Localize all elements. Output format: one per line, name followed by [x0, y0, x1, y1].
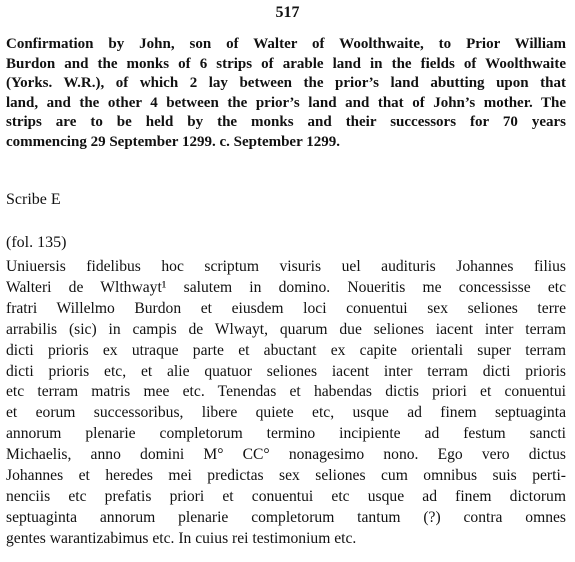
text-line: annorum plenarie completorum termino incipiente ad festum sancti	[6, 425, 566, 443]
summary-line: Burdon and the monks of 6 strips of arable land in the fields of Woolthwaite	[6, 55, 566, 72]
text-line: gentes warantizabimus etc. In cuius rei testimonium etc.	[6, 529, 357, 547]
text-line: septuaginta annorum plenarie completorum tantum (?) contra omnes	[6, 508, 566, 526]
summary-line: land, and the other 4 between the prior’s land and that of John’s mother. The	[6, 94, 566, 111]
text-line: fratri Willelmo Burdon et eiusdem loci conuentui sex seliones terre	[6, 299, 566, 317]
text-line: Walteri de Wlthwayt¹ salutem in domino. Noueritis me concessisse etc	[6, 278, 566, 296]
folio-reference: (fol. 135)	[6, 234, 67, 251]
charter-text	[6, 257, 566, 550]
text-line: et eorum successoribus, libere quiete etc, usque ad finem septuaginta	[6, 404, 566, 422]
text-line: Johannes et heredes mei predictas sex seliones cum omnibus suis perti-	[6, 467, 566, 485]
summary-line: Confirmation by John, son of Walter of Woolthwaite, to Prior William	[6, 36, 566, 52]
text-line: Michaelis, anno domini M° CC° nonagesimo nono. Ego vero dictus	[6, 446, 566, 464]
summary-line: (Yorks. W.R.), of which 2 lay between the prior’s land abutting upon that	[6, 75, 566, 92]
scribe-label: Scribe E	[6, 191, 61, 208]
text-line: etc terram matris mee etc. Tenendas et habendas dictis priori et conuentui	[6, 383, 566, 401]
text-line: nenciis etc prefatis priori et conuentui etc usque ad finem dictorum	[6, 487, 566, 505]
charter-summary	[6, 35, 566, 153]
text-line: dicti prioris etc, et alie quatuor seliones iacent inter terram dicti prioris	[6, 362, 566, 380]
page-number: 517	[275, 4, 300, 21]
text-line: arrabilis (sic) in campis de Wlwayt, quarum due seliones iacent inter terram	[6, 320, 566, 338]
summary-line: commencing 29 September 1299. c. September 1299.	[6, 133, 340, 150]
text-line: Uniuersis fidelibus hoc scriptum visuris uel audituris Johannes filius	[6, 258, 566, 275]
text-line: dicti prioris ex utraque parte et abuctant ex capite orientali super terram	[6, 341, 566, 359]
summary-line: strips are to be held by the monks and their successors for 70 years	[6, 114, 566, 131]
